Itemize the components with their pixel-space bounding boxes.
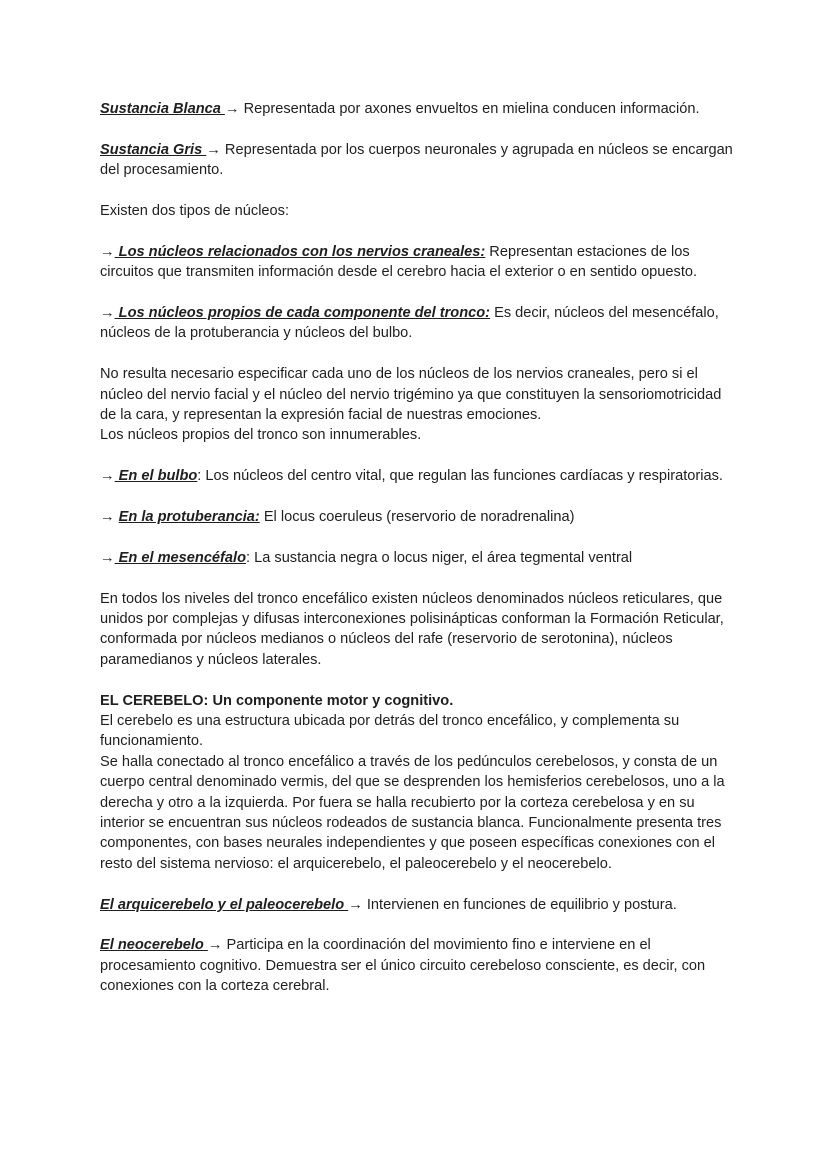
term-neocerebelo: El neocerebelo (100, 937, 208, 954)
arrow: → (100, 305, 115, 321)
paragraph-nucleos-propios (100, 303, 735, 344)
term-sustancia-gris: Sustancia Gris (100, 141, 207, 158)
definition-text: : La sustancia negra o locus niger, el área tegmental ventral (246, 549, 633, 566)
arrow: → (207, 937, 227, 954)
body-text: Se halla conectado al tronco encefálico a través de los pedúnculos cerebelosos, y consta de un cuerpo central denominado vermis, del que se desprenden los hemisferios cerebelosos, uno a la derecha y otro a la izquierda. Por fuera se halla recubierto por la corteza cerebelosa y en su interior se encuentran sus núcleos rodeados de sustancia blanca. Funcionalmente presenta tres componentes, con bases neurales independientes y que poseen específicas conexiones con el resto del sistema nervioso: el arquicerebelo, el paleocerebelo y el neocerebelo. (100, 753, 725, 872)
term-arquicerebelo: El arquicerebelo y el paleocerebelo (100, 896, 349, 913)
definition-text: Intervienen en funciones de equilibrio y postura. (366, 896, 677, 913)
paragraph-protuberancia (100, 507, 735, 527)
paragraph-formacion-reticular (100, 589, 735, 671)
definition-text: Es decir, núcleos del mesencéfalo, núcleos de la protuberancia y núcleos del bulbo. (100, 305, 719, 342)
body-text: No resulta necesario especificar cada uno de los núcleos de los nervios craneales, pero si el núcleo del nervio facial y el núcleo del nervio trigémino ya que constituyen la sensoriomotricidad de la cara, y representan la expresión facial de nuestras emociones. (100, 366, 722, 424)
term-nucleos-craneales: Los núcleos relacionados con los nervios craneales: (114, 243, 486, 260)
paragraph-cerebelo (100, 691, 735, 875)
arrow: → (348, 896, 367, 913)
paragraph-sustancia-blanca (100, 99, 735, 119)
term-nucleos-propios: Los núcleos propios de cada componente del tronco: (114, 305, 491, 321)
paragraph-bulbo (100, 466, 735, 486)
term-mesencefalo: En el mesencéfalo (114, 549, 246, 566)
section-heading-cerebelo: EL CEREBELO: Un componente motor y cognitivo. (100, 692, 454, 709)
paragraph-arquicerebelo (100, 895, 735, 915)
paragraph-sustancia-gris (100, 140, 735, 181)
paragraph-neocerebelo (100, 935, 735, 996)
arrow: → (206, 141, 225, 158)
definition-text: Participa en la coordinación del movimiento fino e interviene en el procesamiento cognitivo. Demuestra ser el único circuito cerebeloso consciente, es decir, con conexiones con la corteza cerebral. (100, 937, 706, 995)
arrow: → (100, 243, 115, 260)
paragraph-mesencefalo (100, 548, 735, 568)
definition-text: : Los núcleos del centro vital, que regulan las funciones cardíacas y respiratorias. (197, 468, 723, 485)
arrow: → (100, 509, 119, 526)
paragraph-nucleos-craneales (100, 242, 735, 283)
definition-text: Representada por los cuerpos neuronales y agrupada en núcleos se encargan del procesamiento. (100, 141, 733, 179)
term-protuberancia: En la protuberancia: (118, 509, 260, 526)
paragraph-tipos-nucleos (100, 201, 735, 221)
definition-text: Representada por axones envueltos en mielina conducen información. (243, 101, 700, 117)
paragraph-nervios-craneales (100, 364, 735, 446)
body-text: Existen dos tipos de núcleos: (100, 203, 290, 219)
body-text: Los núcleos propios del tronco son innumerables. (100, 427, 422, 444)
body-text: El cerebelo es una estructura ubicada por detrás del tronco encefálico, y complementa su funcionamiento. (100, 713, 680, 750)
arrow: → (100, 468, 115, 485)
document-page (100, 99, 735, 997)
term-bulbo: En el bulbo (114, 468, 198, 485)
arrow: → (100, 549, 115, 566)
term-sustancia-blanca: Sustancia Blanca (100, 101, 225, 117)
definition-text: Representan estaciones de los circuitos que transmiten información desde el cerebro hacia el exterior o en sentido opuesto. (100, 243, 698, 281)
body-text: En todos los niveles del tronco encefálico existen núcleos denominados núcleos reticulares, que unidos por complejas y difusas interconexiones polisinápticas conforman la Formación Reticular, conformada por núcleos medianos o núcleos del rafe (reservorio de serotonina), núcleos paramedianos y núcleos laterales. (100, 590, 724, 668)
definition-text: El locus coeruleus (reservorio de noradrenalina) (259, 509, 575, 526)
arrow: → (224, 101, 244, 117)
